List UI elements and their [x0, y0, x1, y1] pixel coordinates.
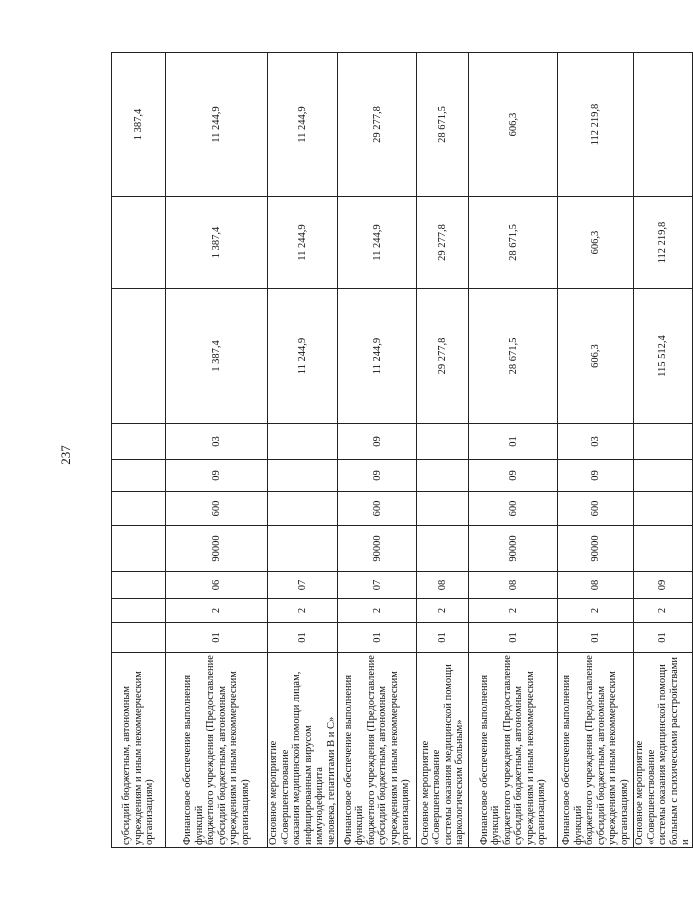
code-col-direction: 90000: [469, 526, 558, 572]
code-col-subprogram: 2: [338, 599, 417, 623]
page-number: 237: [58, 445, 73, 465]
amount-col-3: [634, 53, 693, 197]
table-row: [469, 53, 558, 848]
amount-col-2: 29 277,8: [417, 197, 469, 289]
description-line: субсидий бюджетным, автономным: [216, 685, 228, 845]
code-col-direction: [112, 526, 166, 572]
description-line: Основное мероприятие «Совершенствование: [268, 740, 291, 845]
amount-col-1: [112, 289, 166, 424]
code-col-direction: 90000: [338, 526, 417, 572]
code-col-expense-type: 600: [338, 492, 417, 526]
description-line: учреждениям и иным некоммерческим: [132, 671, 144, 845]
description-line: бюджетного учреждения (Предоставление: [584, 655, 595, 845]
table-row: [558, 53, 634, 848]
amount-col-3: 1 387,4: [112, 53, 166, 197]
code-col-program: 01: [338, 623, 417, 653]
row-description: [469, 653, 558, 848]
description-line: бюджетного учреждения (Предоставление: [365, 655, 377, 845]
code-col-program: 01: [268, 623, 338, 653]
row-description: [634, 653, 693, 848]
description-line: человека, гепатитами В и С»: [325, 716, 337, 845]
description-line: Финансовое обеспечение выполнения функций: [478, 674, 501, 845]
code-col-expense-type: [268, 492, 338, 526]
description-line: организациям): [400, 779, 411, 845]
amount-col-1: 11 244,9: [268, 289, 338, 424]
code-col-direction: [634, 526, 693, 572]
description-line: инфицированным вирусом иммунодефицита: [302, 725, 325, 845]
code-col-expense-type: 600: [166, 492, 268, 526]
amount-col-3: 11 244,9: [268, 53, 338, 197]
description-line: Основное мероприятие «Совершенствование: [634, 740, 657, 845]
code-col-direction: [417, 526, 469, 572]
description-line: организациям): [536, 779, 547, 845]
amount-col-2: 606,3: [558, 197, 634, 289]
amount-col-1: 1 387,4: [166, 289, 268, 424]
description-line: Основное мероприятие «Совершенствование: [419, 740, 442, 845]
amount-col-1: 606,3: [558, 289, 634, 424]
amount-col-3: 11 244,9: [166, 53, 268, 197]
description-line: бюджетного учреждения (Предоставление: [501, 655, 513, 845]
amount-col-2: 11 244,9: [338, 197, 417, 289]
code-col-expense-type: 600: [469, 492, 558, 526]
code-col-event: 08: [469, 572, 558, 599]
amount-col-2: [112, 197, 166, 289]
description-line: наркологическим больным»: [454, 719, 465, 845]
code-col-event: 07: [268, 572, 338, 599]
table-body: [112, 53, 693, 848]
code-col-subsection: [112, 424, 166, 460]
code-col-section: [417, 460, 469, 492]
row-description: [268, 653, 338, 848]
code-col-direction: 90000: [166, 526, 268, 572]
code-col-expense-type: [112, 492, 166, 526]
code-col-subprogram: 2: [417, 599, 469, 623]
code-col-section: 09: [338, 460, 417, 492]
code-col-direction: 90000: [558, 526, 634, 572]
code-col-expense-type: [634, 492, 693, 526]
row-description: [166, 653, 268, 848]
code-col-section: [634, 460, 693, 492]
description-line: организациям): [144, 779, 156, 845]
amount-col-2: 28 671,5: [469, 197, 558, 289]
description-line: учреждениям и иным некоммерческим: [228, 671, 239, 845]
budget-table: [111, 52, 693, 848]
amount-col-2: 11 244,9: [268, 197, 338, 289]
code-col-event: 08: [417, 572, 469, 599]
code-col-section: 09: [469, 460, 558, 492]
code-col-section: [112, 460, 166, 492]
code-col-subprogram: 2: [268, 599, 338, 623]
description-line: бюджетного учреждения (Предоставление: [205, 655, 216, 845]
code-col-subsection: 09: [338, 424, 417, 460]
code-col-program: 01: [417, 623, 469, 653]
amount-col-1: 115 512,4: [634, 289, 693, 424]
row-description: [558, 653, 634, 848]
description-line: субсидий бюджетным, автономным: [121, 685, 133, 845]
description-line: субсидий бюджетным, автономным: [377, 685, 388, 845]
table-row: [268, 53, 338, 848]
code-col-subsection: [268, 424, 338, 460]
code-col-program: 01: [166, 623, 268, 653]
description-line: учреждениям и иным некоммерческим: [524, 671, 536, 845]
code-col-subsection: 03: [558, 424, 634, 460]
amount-col-3: 29 277,8: [338, 53, 417, 197]
table-row: [112, 53, 166, 848]
code-col-subprogram: 2: [558, 599, 634, 623]
code-col-direction: [268, 526, 338, 572]
amount-col-3: 28 671,5: [417, 53, 469, 197]
code-col-event: [112, 572, 166, 599]
description-line: оказания медицинской помощи лицам,: [291, 671, 302, 845]
code-col-event: 08: [558, 572, 634, 599]
code-col-program: 01: [634, 623, 693, 653]
table-row: [166, 53, 268, 848]
code-col-section: 09: [558, 460, 634, 492]
description-line: Финансовое обеспечение выполнения функций: [561, 674, 584, 845]
amount-col-2: 1 387,4: [166, 197, 268, 289]
code-col-subsection: 01: [469, 424, 558, 460]
code-col-subsection: [417, 424, 469, 460]
amount-col-1: 28 671,5: [469, 289, 558, 424]
amount-col-3: 606,3: [469, 53, 558, 197]
code-col-subsection: 03: [166, 424, 268, 460]
code-col-program: 01: [469, 623, 558, 653]
code-col-subsection: [634, 424, 693, 460]
table-row: [417, 53, 469, 848]
code-col-event: 09: [634, 572, 693, 599]
description-line: субсидий бюджетным, автономным: [595, 685, 607, 845]
amount-col-3: 112 219,8: [558, 53, 634, 197]
description-line: системы оказания медицинской помощи: [657, 664, 668, 845]
description-line: больным с психическими расстройствами и: [668, 656, 691, 845]
code-col-expense-type: [417, 492, 469, 526]
code-col-section: [268, 460, 338, 492]
code-col-subprogram: [112, 599, 166, 623]
amount-col-2: 112 219,8: [634, 197, 693, 289]
code-col-subprogram: 2: [634, 599, 693, 623]
amount-col-1: 29 277,8: [417, 289, 469, 424]
code-col-section: 09: [166, 460, 268, 492]
amount-col-1: 11 244,9: [338, 289, 417, 424]
code-col-subprogram: 2: [469, 599, 558, 623]
row-description: [417, 653, 469, 848]
description-line: организациям): [618, 779, 630, 845]
code-col-subprogram: 2: [166, 599, 268, 623]
description-line: Финансовое обеспечение выполнения функций: [182, 674, 205, 845]
description-line: Финансовое обеспечение выполнения функций: [342, 674, 365, 845]
description-line: субсидий бюджетным, автономным: [513, 685, 524, 845]
table-row: [634, 53, 693, 848]
row-description: [112, 653, 166, 848]
table-row: [338, 53, 417, 848]
code-col-program: 01: [558, 623, 634, 653]
description-line: учреждениям и иным некоммерческим: [388, 671, 400, 845]
code-col-event: 07: [338, 572, 417, 599]
code-col-program: [112, 623, 166, 653]
description-line: системы оказания медицинской помощи: [442, 664, 454, 845]
description-line: организациям): [239, 779, 251, 845]
code-col-expense-type: 600: [558, 492, 634, 526]
rotated-table-container: [111, 53, 691, 848]
description-line: учреждениям и иным некоммерческим: [607, 671, 618, 845]
row-description: [338, 653, 417, 848]
code-col-event: 06: [166, 572, 268, 599]
